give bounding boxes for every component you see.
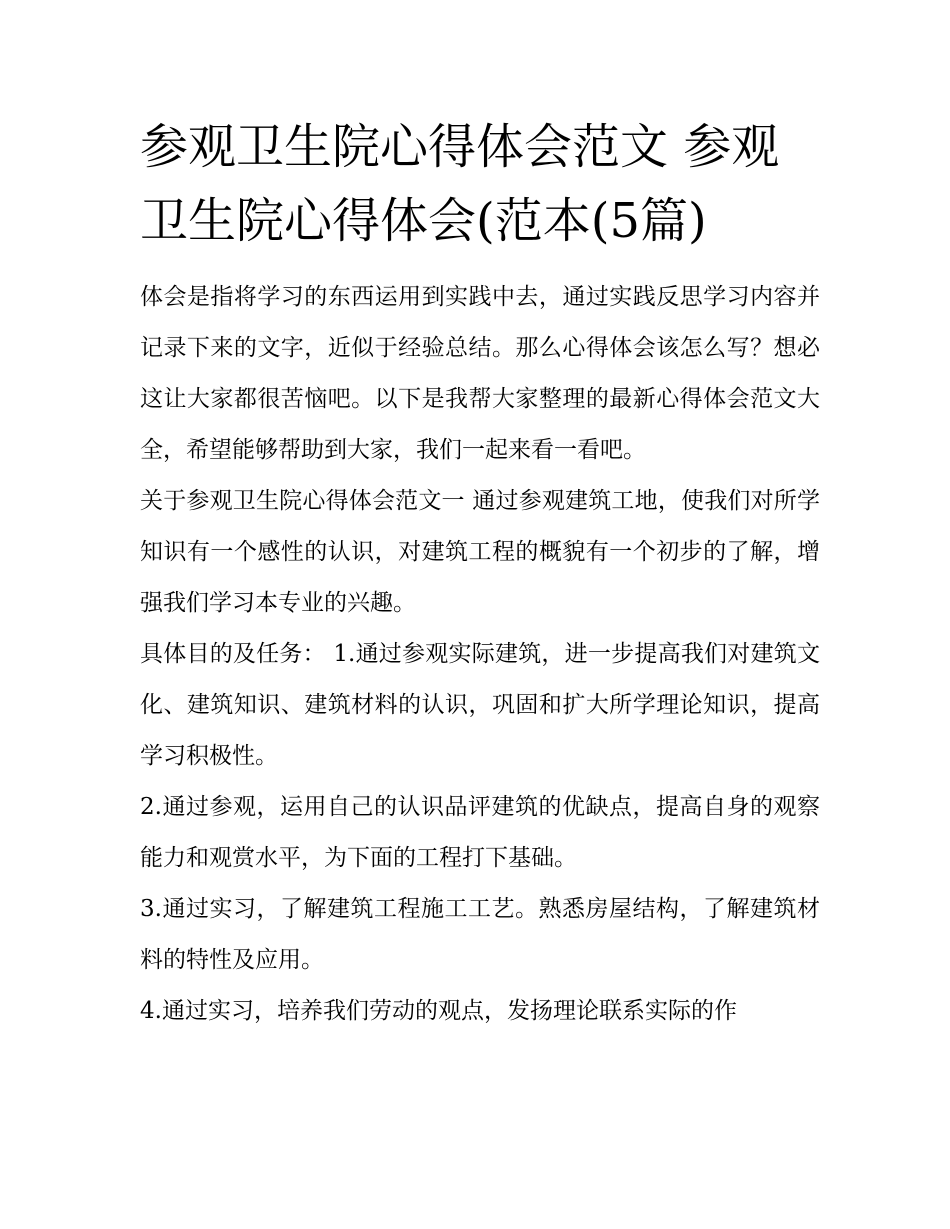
paragraph-item-4: 4.通过实习，培养我们劳动的观点，发扬理论联系实际的作 [140,998,737,1024]
document-body [140,110,820,1037]
paragraph-objectives: 具体目的及任务： 1.通过参观实际建筑，进一步提高我们对建筑文化、建筑知识、建筑材料的认识，巩固和扩大所学理论知识，提高学习积极性。 [140,641,820,769]
document-title: 参观卫生院心得体会范文 参观卫生院心得体会(范本(5篇) [140,119,780,249]
paragraph-essay-one: 关于参观卫生院心得体会范文一 通过参观建筑工地，使我们对所学知识有一个感性的认识，对建筑工程的概貌有一个初步的了解，增强我们学习本专业的兴趣。 [140,488,820,616]
paragraph-item-3: 3.通过实习，了解建筑工程施工工艺。熟悉房屋结构，了解建筑材料的特性及应用。 [140,896,820,973]
paragraph-intro: 体会是指将学习的东西运用到实践中去，通过实践反思学习内容并记录下来的文字，近似于经验总结。那么心得体会该怎么写？想必这让大家都很苦恼吧。以下是我帮大家整理的最新心得体会范文大全，希望能够帮助到大家，我们一起来看一看吧。 [140,284,820,463]
paragraph-item-2: 2.通过参观，运用自己的认识品评建筑的优缺点，提高自身的观察能力和观赏水平，为下面的工程打下基础。 [140,794,820,871]
